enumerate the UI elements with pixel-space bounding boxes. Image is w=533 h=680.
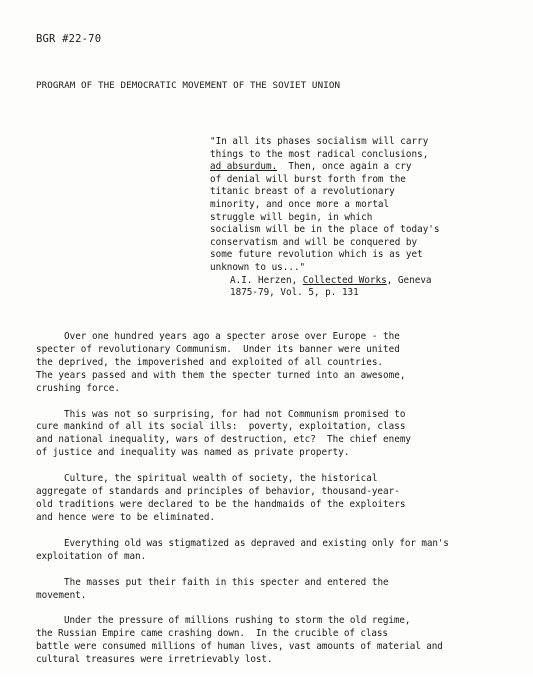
document-body	[36, 331, 531, 680]
epigraph-line: some future revolution which is as yet	[210, 249, 423, 261]
paragraph-line: Over one hundred years ago a specter arose over Europe - the	[64, 331, 400, 342]
paragraph-line: The years passed and with them the specter turned into an awesome,	[36, 369, 406, 381]
paragraph-line: aggregate of standards and principles of behavior, thousand-year-	[36, 486, 400, 498]
epigraph-line: struggle will begin, in which	[210, 211, 373, 223]
epigraph-line: of denial will burst forth from the	[210, 173, 406, 185]
paragraph-line: the Russian Empire came crashing down. In the crucible of class	[36, 628, 388, 640]
paragraph-line: movement.	[36, 589, 87, 601]
body-paragraph	[36, 331, 531, 396]
epigraph-line: titanic breast of a revolutionary	[210, 186, 395, 198]
paragraph-line: and national inequality, wars of destruction, etc? The chief enemy	[36, 434, 412, 446]
body-paragraph	[36, 615, 531, 667]
attribution-line: 1875-79, Vol. 5, p. 131	[230, 287, 359, 299]
paragraph-line: cultural treasures were irretrievably lost.	[36, 654, 273, 666]
epigraph-attribution	[210, 275, 530, 300]
epigraph-line: "In all its phases socialism will carry	[210, 136, 429, 147]
body-paragraph	[36, 409, 531, 461]
body-paragraph	[36, 577, 531, 603]
paragraph-line: Under the pressure of millions rushing to storm the old regime,	[64, 615, 411, 627]
paragraph-line: The masses put their faith in this specter and entered the	[64, 576, 389, 588]
epigraph-line: conservatism and will be conquered by	[210, 236, 418, 248]
paragraph-line: battle were consumed millions of human lives, vast amounts of material and	[36, 641, 443, 653]
epigraph-line-with-emphasis	[210, 161, 530, 174]
epigraph-line: unknown to us..."	[210, 261, 306, 273]
paragraph-line: specter of revolutionary Communism. Under its banner were united	[36, 343, 400, 355]
paragraph-line: old traditions were declared to be the handmaids of the exploiters	[36, 498, 406, 510]
paragraph-line: the deprived, the impoverished and exploited of all countries.	[36, 356, 384, 368]
paragraph-line: crushing force.	[36, 382, 120, 394]
attribution-author: A.I. Herzen,	[230, 274, 303, 286]
epigraph-quote	[210, 136, 530, 300]
document-id: BGR #22-70	[36, 33, 102, 45]
attribution-work-title: Collected Works	[302, 274, 387, 286]
paragraph-line: This was not so surprising, for had not Communism promised to	[64, 408, 406, 420]
paragraph-line: and hence were to be eliminated.	[36, 511, 216, 523]
paragraph-line: of justice and inequality was named as private property.	[36, 447, 350, 459]
epigraph-line: minority, and once more a mortal	[210, 198, 390, 210]
body-paragraph	[36, 473, 531, 525]
body-paragraph	[36, 538, 531, 564]
paragraph-line: cure mankind of all its social ills: poverty, exploitation, class	[36, 421, 406, 433]
attribution-place: , Geneva	[386, 274, 432, 286]
document-title: PROGRAM OF THE DEMOCRATIC MOVEMENT OF THE SOVIET UNION	[36, 80, 341, 91]
paragraph-line: Culture, the spiritual wealth of society, the historical	[64, 473, 378, 485]
paragraph-line: exploitation of man.	[36, 550, 146, 562]
paragraph-line: Everything old was stigmatized as depraved and existing only for man's	[64, 537, 449, 549]
epigraph-line: socialism will be in the place of today's	[210, 224, 440, 236]
epigraph-line: things to the most radical conclusions,	[210, 148, 429, 160]
epigraph-line-rest: Then, once again a cry	[277, 161, 412, 173]
attribution-line	[210, 275, 530, 288]
epigraph-underlined-phrase: ad absurdum.	[210, 161, 278, 173]
